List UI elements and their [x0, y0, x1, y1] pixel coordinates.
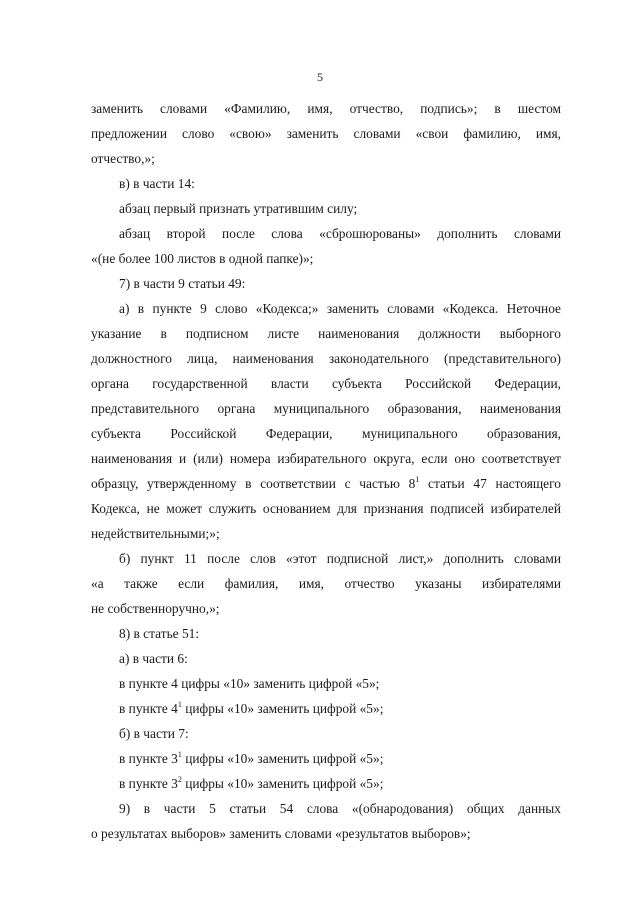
- superscript: 1: [177, 750, 182, 759]
- text-line: [119, 775, 561, 793]
- text-line: отчество,»;: [91, 151, 155, 166]
- text-line: Кодекса, не может служить основанием для признания подписей избирателей: [91, 501, 561, 516]
- text-line: наименования и (или) номера избирательного округа, если оно соответствует: [91, 451, 561, 466]
- text-span: статьи 47 настоящего: [419, 476, 561, 491]
- superscript: 2: [177, 775, 182, 784]
- text-line: «а также если фамилия, имя, отчество указаны избирателями: [91, 576, 561, 591]
- text-span: в пункте 3: [119, 751, 178, 766]
- text-line: в пункте 4 цифры «10» заменить цифрой «5»;: [119, 676, 380, 691]
- page-number: 5: [317, 70, 323, 84]
- text-span: цифры «10» заменить цифрой «5»;: [181, 751, 384, 766]
- text-line: б) пункт 11 после слов «этот подписной лист,» дополнить словами: [119, 551, 561, 566]
- text-line: а) в части 6:: [119, 651, 188, 666]
- text-span: цифры «10» заменить цифрой «5»;: [181, 701, 384, 716]
- text-line: о результатах выборов» заменить словами «результатов выборов»;: [91, 826, 471, 841]
- text-line: 9) в части 5 статьи 54 слова «(обнародования) общих данных: [119, 801, 561, 816]
- text-span: в пункте 3: [119, 776, 178, 791]
- text-line: б) в части 7:: [119, 726, 189, 741]
- superscript: 1: [177, 700, 182, 709]
- text-line: [119, 750, 561, 768]
- text-line: предложении слово «свою» заменить словами «свои фамилию, имя,: [91, 126, 561, 141]
- text-line: 7) в части 9 статьи 49:: [119, 276, 246, 291]
- text-line: субъекта Российской Федерации, муниципального образования,: [91, 426, 561, 441]
- text-line: должностного лица, наименования законодательного (представительного): [91, 351, 561, 366]
- text-line: а) в пункте 9 слово «Кодекса;» заменить словами «Кодекса. Неточное: [119, 301, 561, 316]
- text-span: в пункте 4: [119, 701, 178, 716]
- text-line: [91, 475, 561, 493]
- text-line: абзац второй после слова «сброшюрованы» дополнить словами: [119, 226, 561, 241]
- text-span: цифры «10» заменить цифрой «5»;: [181, 776, 384, 791]
- text-line: заменить словами «Фамилию, имя, отчество, подпись»; в шестом: [91, 101, 561, 116]
- text-span: образцу, утвержденному в соответствии с частью 8: [91, 476, 416, 491]
- text-line: [119, 700, 561, 718]
- text-line: в) в части 14:: [119, 176, 195, 191]
- text-line: указание в подписном листе наименования должности выборного: [91, 326, 561, 341]
- text-line: абзац первый признать утратившим силу;: [119, 201, 358, 216]
- text-line: не собственноручно,»;: [91, 601, 220, 616]
- text-line: представительного органа муниципального образования, наименования: [91, 401, 561, 416]
- superscript: 1: [415, 475, 420, 484]
- text-line: недействительными;»;: [91, 526, 220, 541]
- text-line: органа государственной власти субъекта Российской Федерации,: [91, 376, 561, 391]
- text-line: 8) в статье 51:: [119, 626, 200, 641]
- text-line: «(не более 100 листов в одной папке)»;: [91, 251, 314, 266]
